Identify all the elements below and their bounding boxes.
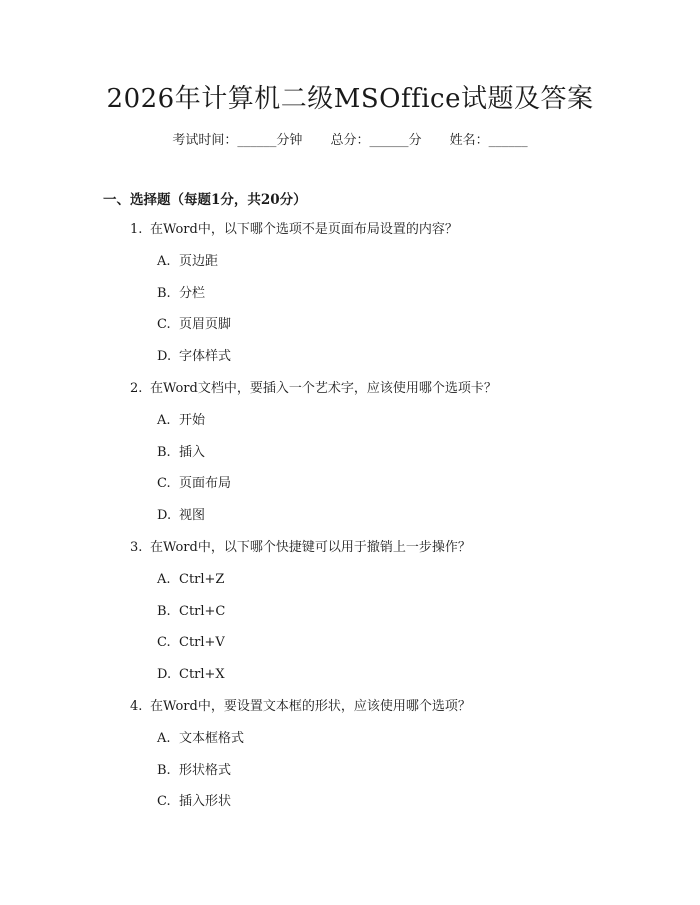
- question-text: 在Word中，以下哪个选项不是页面布局设置的内容？: [150, 222, 458, 237]
- option-text: Ctrl+V: [179, 635, 225, 651]
- question-number: 3.: [130, 540, 143, 555]
- option-letter: D.: [157, 349, 172, 365]
- option-letter: A.: [157, 412, 171, 428]
- question-4-option-a: [157, 729, 244, 749]
- option-text: 文本框格式: [179, 730, 245, 746]
- question-2-option-b: [157, 443, 205, 463]
- question-3-option-d: [157, 665, 225, 685]
- option-letter: B.: [157, 444, 171, 460]
- question-2-option-d: [157, 506, 205, 526]
- question-1: [130, 220, 458, 240]
- question-3: [130, 538, 471, 558]
- question-1-option-d: [157, 347, 231, 367]
- page-title: 2026年计算机二级MSOffice试题及答案: [106, 84, 594, 114]
- option-text: 开始: [179, 412, 206, 428]
- option-letter: C.: [157, 794, 171, 810]
- exam-meta: [0, 131, 700, 151]
- question-1-option-b: [157, 284, 205, 304]
- exam-score: 总分：______分: [330, 133, 422, 148]
- option-letter: C.: [157, 317, 171, 333]
- option-text: Ctrl+C: [179, 603, 226, 619]
- section-title: 一、选择题（每题1分，共20分）: [103, 192, 307, 208]
- option-text: 插入: [179, 444, 206, 460]
- option-text: 页面布局: [179, 476, 232, 492]
- option-text: 插入形状: [179, 794, 232, 810]
- exam-name: 姓名：______: [449, 133, 528, 148]
- question-text: 在Word中，以下哪个快捷键可以用于撤销上一步操作？: [150, 540, 471, 555]
- exam-time: 考试时间：______分钟: [172, 133, 303, 148]
- question-number: 2.: [130, 381, 143, 396]
- question-text: 在Word文档中，要插入一个艺术字，应该使用哪个选项卡？: [150, 381, 497, 396]
- option-text: 视图: [179, 508, 206, 524]
- option-letter: B.: [157, 762, 171, 778]
- option-letter: A.: [157, 253, 171, 269]
- option-letter: B.: [157, 603, 171, 619]
- question-text: 在Word中，要设置文本框的形状，应该使用哪个选项？: [150, 699, 471, 714]
- option-letter: A.: [157, 730, 171, 746]
- question-2-option-a: [157, 411, 205, 431]
- option-text: Ctrl+X: [179, 667, 225, 683]
- question-number: 1.: [130, 222, 143, 237]
- option-text: 字体样式: [179, 349, 232, 365]
- question-2: [130, 379, 497, 399]
- option-letter: D.: [157, 508, 172, 524]
- option-text: 分栏: [179, 285, 206, 301]
- question-3-option-a: [157, 570, 224, 590]
- option-letter: C.: [157, 635, 171, 651]
- option-text: 页边距: [179, 253, 219, 269]
- question-4: [130, 697, 471, 717]
- option-letter: B.: [157, 285, 171, 301]
- option-letter: C.: [157, 476, 171, 492]
- question-2-option-c: [157, 474, 231, 494]
- question-4-option-b: [157, 761, 231, 781]
- question-3-option-b: [157, 602, 225, 622]
- question-number: 4.: [130, 699, 143, 714]
- option-letter: D.: [157, 667, 172, 683]
- option-text: Ctrl+Z: [179, 571, 225, 587]
- question-1-option-a: [157, 252, 218, 272]
- option-text: 页眉页脚: [179, 317, 232, 333]
- question-3-option-c: [157, 633, 225, 653]
- option-letter: A.: [157, 571, 171, 587]
- question-4-option-c: [157, 792, 231, 812]
- question-1-option-c: [157, 315, 231, 335]
- option-text: 形状格式: [179, 762, 232, 778]
